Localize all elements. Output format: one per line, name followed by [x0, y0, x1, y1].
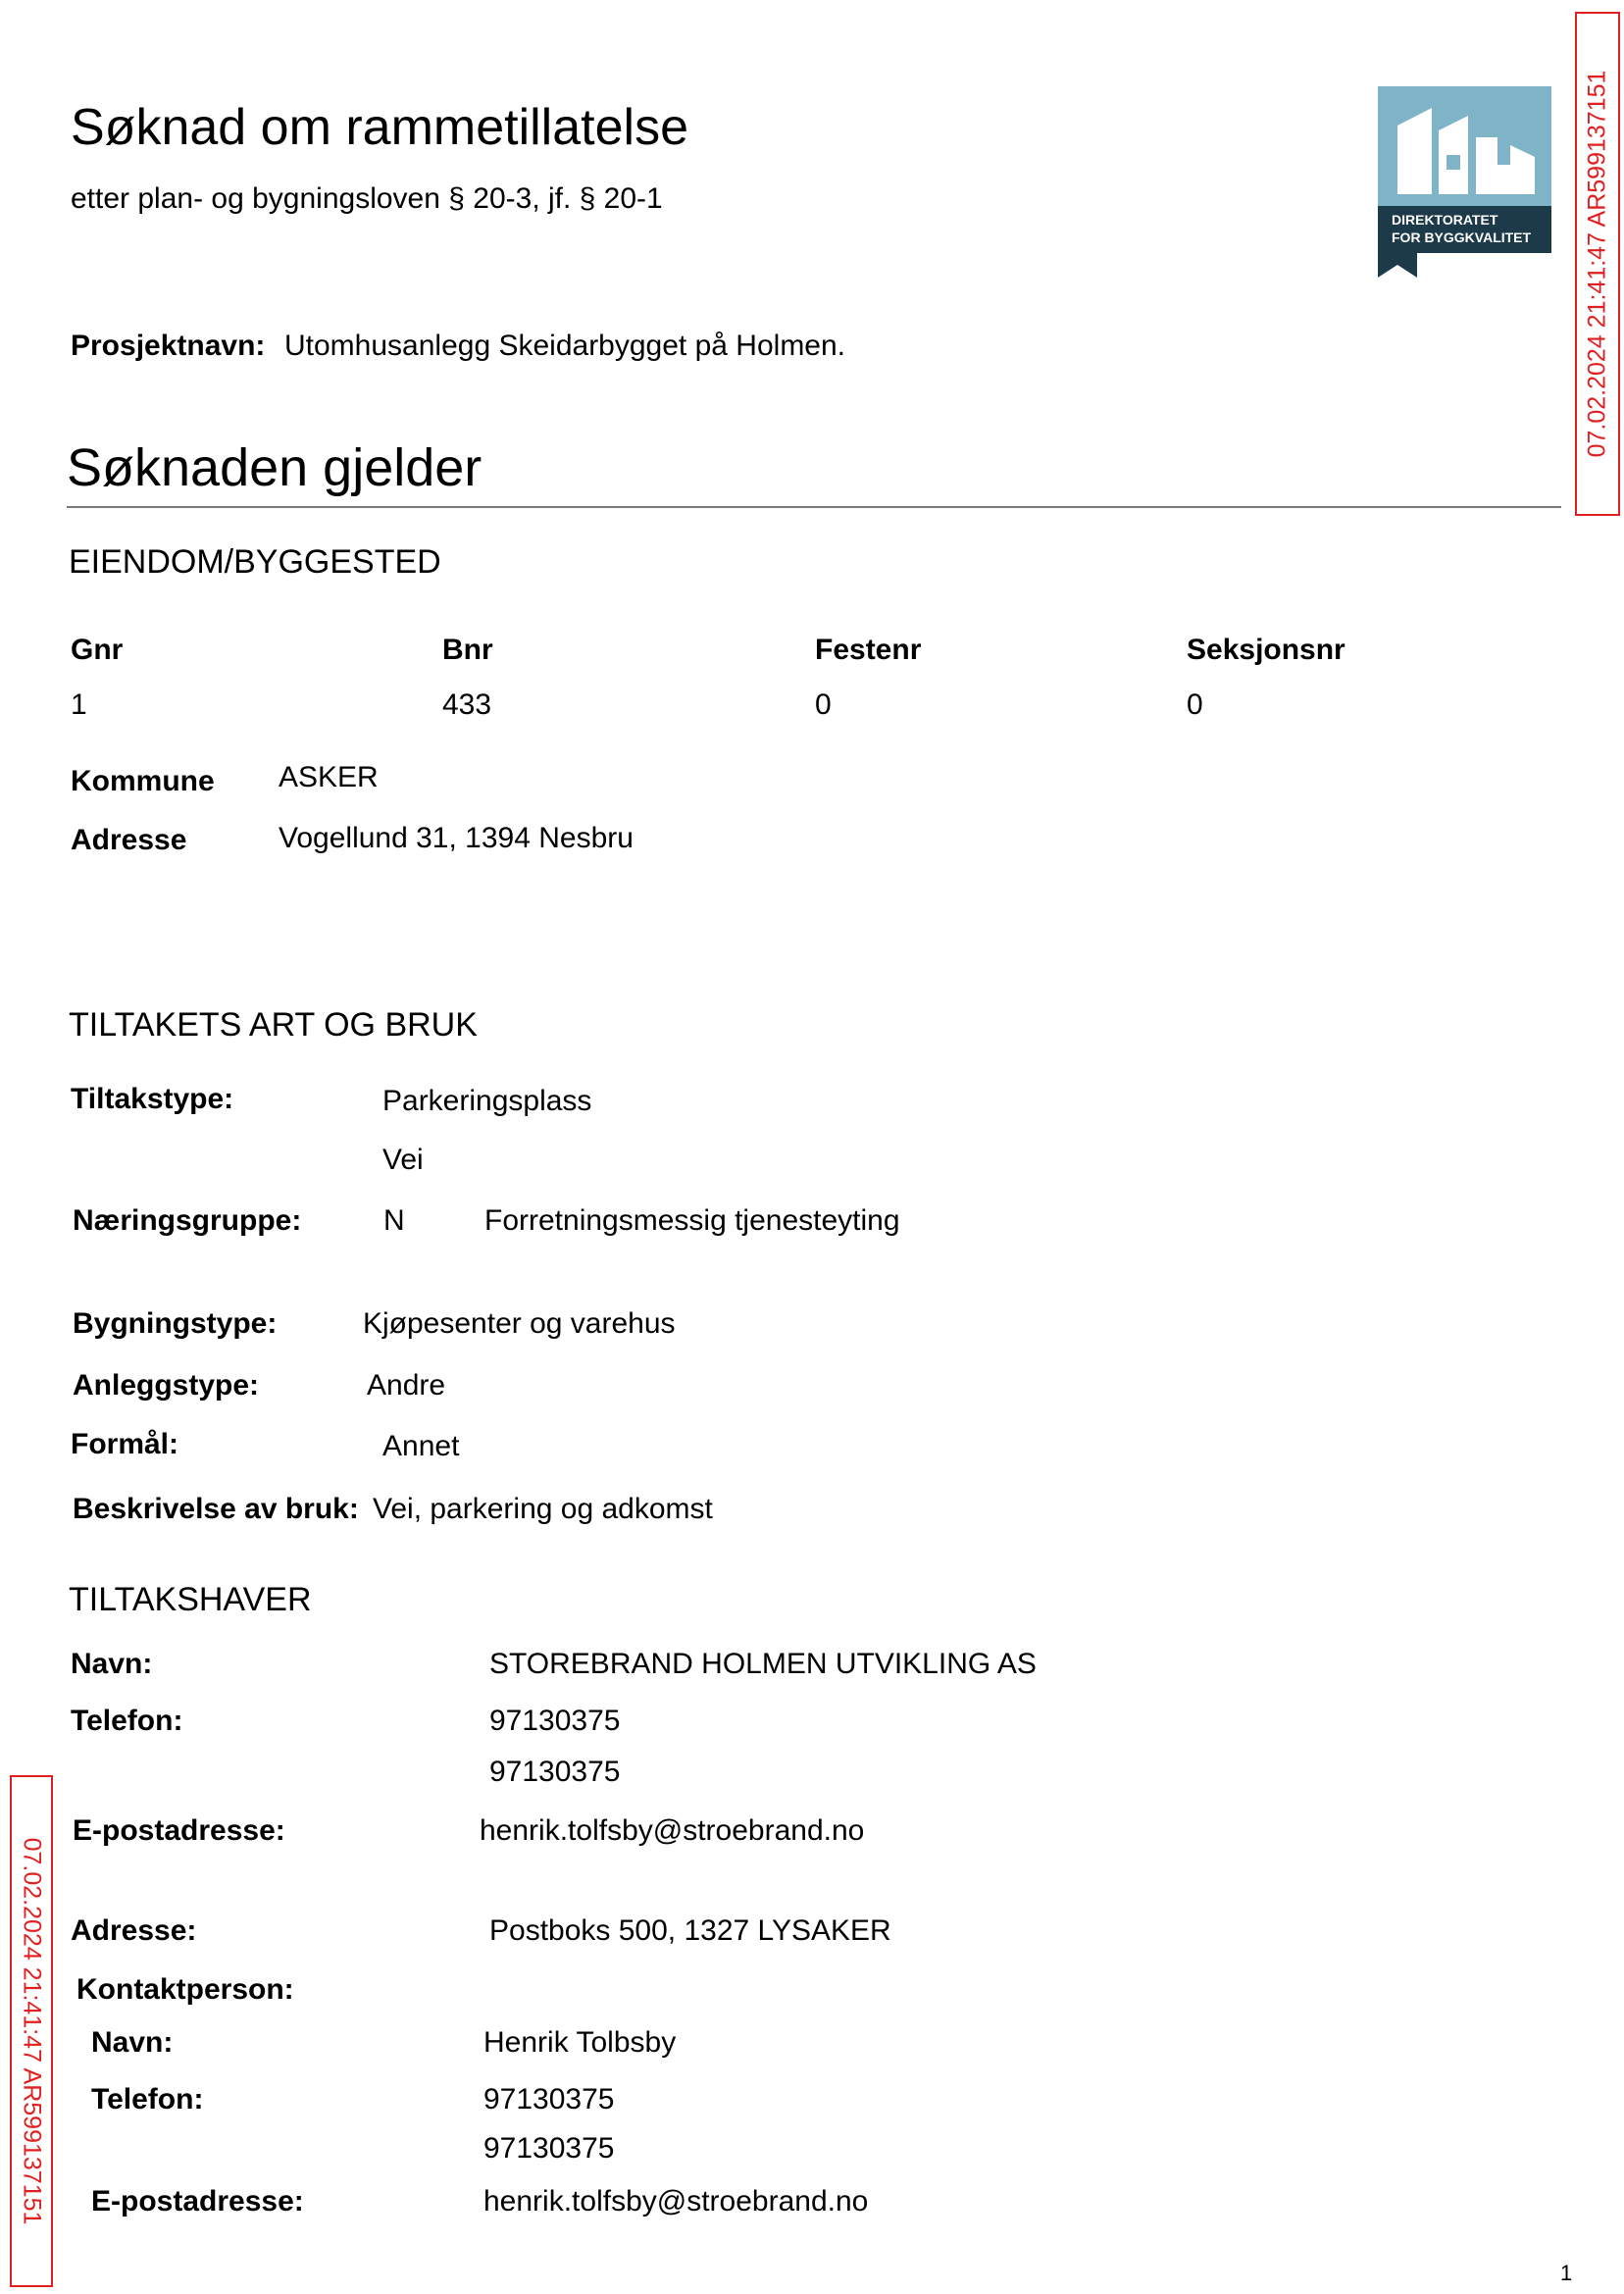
page-number: 1 [1560, 2261, 1573, 2285]
tiltakstype-value-2: Vei [382, 1144, 424, 1176]
kontakt-telefon-label: Telefon: [91, 2083, 204, 2116]
kontakt-navn-value: Henrik Tolbsby [483, 2026, 677, 2059]
timestamp-stamp-bottom [10, 1775, 53, 2287]
logo-line2: FOR BYGGKVALITET [1392, 229, 1532, 245]
kommune-value: ASKER [279, 761, 379, 793]
tiltakstype-value-1: Parkeringsplass [382, 1085, 592, 1117]
tiltakshaver-navn-value: STOREBRAND HOLMEN UTVIKLING AS [489, 1648, 1037, 1680]
anleggstype-label: Anleggstype: [73, 1369, 260, 1402]
dibk-logo [1378, 86, 1551, 278]
value-gnr: 1 [71, 688, 87, 721]
tiltakshaver-epost-label: E-postadresse: [73, 1814, 285, 1847]
kontakt-telefon-value-2: 97130375 [483, 2132, 615, 2165]
kontakt-telefon-value-1: 97130375 [483, 2083, 615, 2116]
kontakt-epost-value: henrik.tolfsby@stroebrand.no [483, 2185, 869, 2218]
kontaktperson-label: Kontaktperson: [76, 1973, 294, 2006]
tiltakshaver-adresse-value: Postboks 500, 1327 LYSAKER [489, 1914, 891, 1947]
value-bnr: 433 [442, 688, 492, 721]
tiltakshaver-telefon-value-1: 97130375 [489, 1705, 621, 1737]
formal-label: Formål: [71, 1428, 179, 1460]
document-subtitle: etter plan- og bygningsloven § 20-3, jf. § 20-1 [71, 182, 663, 215]
formal-value: Annet [382, 1430, 460, 1462]
anleggstype-value: Andre [367, 1369, 446, 1402]
stamp-text-top: 07.02.2024 21:41:47 AR599137151 [1583, 70, 1611, 458]
tiltak-heading: TILTAKETS ART OG BRUK [69, 1006, 478, 1044]
value-festenr: 0 [815, 688, 832, 721]
timestamp-stamp-top [1575, 12, 1620, 516]
dibk-logo-graphic [1378, 86, 1551, 278]
kontakt-epost-label: E-postadresse: [91, 2185, 304, 2218]
tiltakshaver-telefon-label: Telefon: [71, 1705, 183, 1737]
document-title: Søknad om rammetillatelse [71, 99, 688, 156]
col-seksjonsnr: Seksjonsnr [1187, 634, 1345, 666]
eiendom-heading: EIENDOM/BYGGESTED [69, 543, 441, 581]
bygningstype-label: Bygningstype: [73, 1307, 278, 1340]
section-divider [67, 506, 1561, 508]
adresse-label: Adresse [71, 824, 187, 856]
naeringsgruppe-label: Næringsgruppe: [73, 1204, 302, 1237]
adresse-value: Vogellund 31, 1394 Nesbru [279, 822, 634, 854]
project-value: Utomhusanlegg Skeidarbygget på Holmen. [284, 330, 846, 362]
naeringsgruppe-code: N [383, 1204, 405, 1237]
section-heading: Søknaden gjelder [67, 438, 482, 497]
tiltakstype-label: Tiltakstype: [71, 1083, 234, 1115]
tiltakshaver-navn-label: Navn: [71, 1648, 153, 1680]
bygningstype-value: Kjøpesenter og varehus [363, 1307, 676, 1340]
col-festenr: Festenr [815, 634, 922, 666]
tiltakshaver-heading: TILTAKSHAVER [69, 1581, 312, 1618]
kommune-label: Kommune [71, 765, 215, 797]
tiltakshaver-adresse-label: Adresse: [71, 1914, 197, 1947]
beskrivelse-label: Beskrivelse av bruk: [73, 1493, 359, 1525]
stamp-text-bottom: 07.02.2024 21:41:47 AR599137151 [18, 1837, 46, 2225]
tiltakshaver-telefon-value-2: 97130375 [489, 1756, 621, 1788]
naeringsgruppe-value: Forretningsmessig tjenesteyting [484, 1204, 900, 1237]
beskrivelse-value: Vei, parkering og adkomst [373, 1493, 713, 1525]
col-bnr: Bnr [442, 634, 493, 666]
col-gnr: Gnr [71, 634, 124, 666]
project-label: Prosjektnavn: [71, 330, 266, 362]
value-seksjonsnr: 0 [1187, 688, 1203, 721]
logo-line1: DIREKTORATET [1392, 212, 1498, 228]
tiltakshaver-epost-value: henrik.tolfsby@stroebrand.no [480, 1814, 865, 1847]
kontakt-navn-label: Navn: [91, 2026, 174, 2059]
